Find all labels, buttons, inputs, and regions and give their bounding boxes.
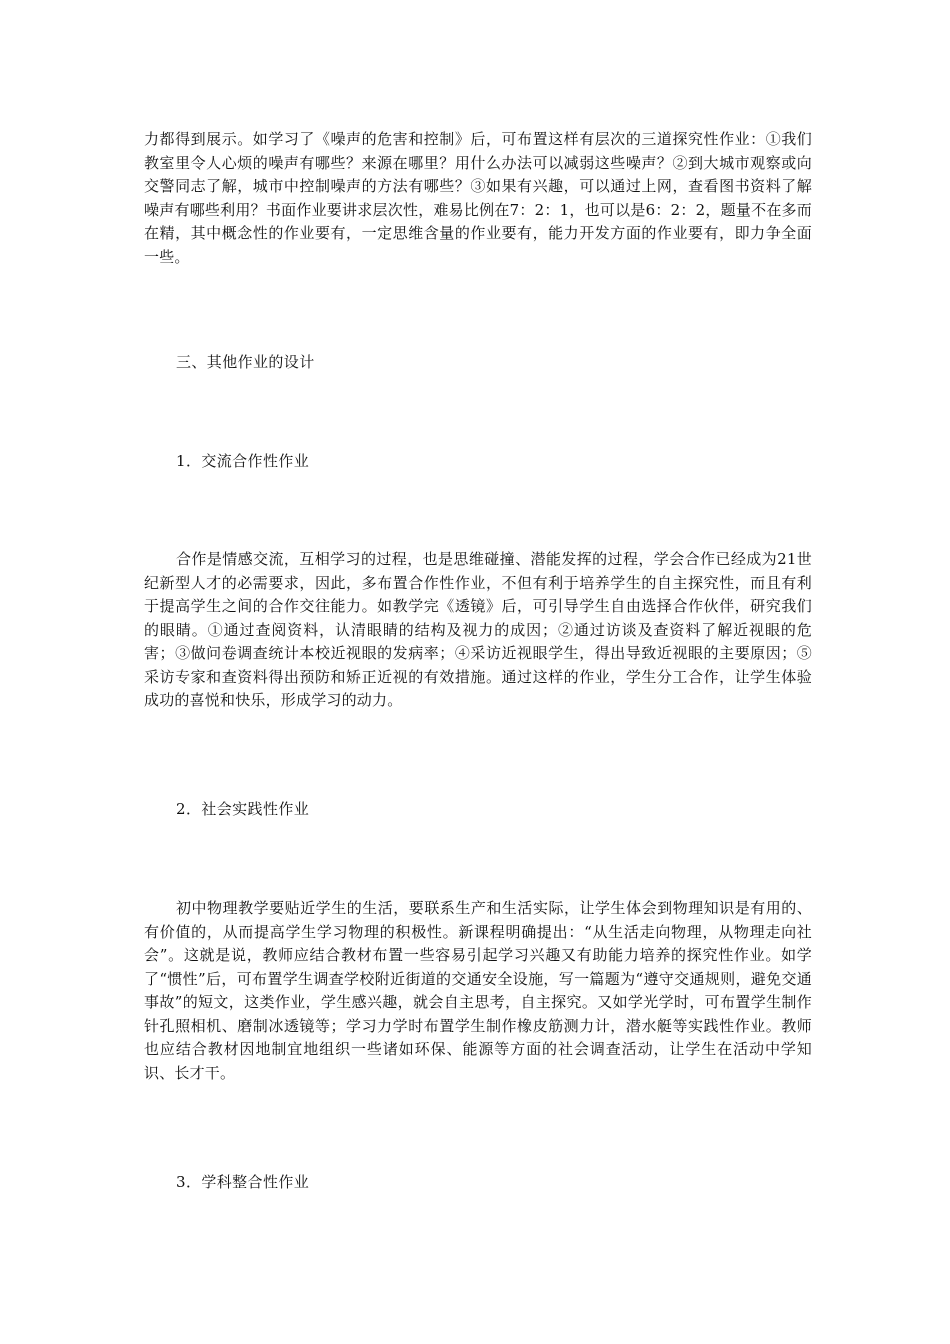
subheading-interdisciplinary-homework: 3．学科整合性作业 bbox=[176, 1173, 310, 1191]
social-practice-paragraph: 初中物理教学要贴近学生的生活，要联系生产和生活实际，让学生体会到物理知识是有用的、有价值的，从而提高学生学习物理的积极性。新课程明确提出：“从生活走向物理，从物理走向社会”。这就是说，教师应结合教材布置一些容易引起学习兴趣又有助能力培养的探究性作业。如学了“惯性”后，可布置学生调查学校附近街道的交通安全设施，写一篇题为“遵守交通规则，避免交通事故”的短文，这类作业，学生感兴趣，就会自主思考，自主探究。又如学光学时，可布置学生制作针孔照相机、磨制冰透镜等；学习力学时布置学生制作橡皮筋测力计，潜水艇等实践性作业。教师也应结合教材因地制宜地组织一些诸如环保、能源等方面的社会调查活动，让学生在活动中学知识、长才干。 bbox=[144, 899, 812, 1082]
cooperative-homework-paragraph: 合作是情感交流，互相学习的过程，也是思维碰撞、潜能发挥的过程，学会合作已经成为21世纪新型人才的必需要求，因此，多布置合作性作业，不但有利于培养学生的自主探究性，而且有利于提高学生之间的合作交往能力。如教学完《透镜》后，可引导学生自由选择合作伙伴，研究我们的眼睛。①通过查阅资料，认清眼睛的结构及视力的成因；②通过访谈及查资料了解近视眼的危害；③做问卷调查统计本校近视眼的发病率；④采访近视眼学生，得出导致近视眼的主要原因；⑤采访专家和查资料得出预防和矫正近视的有效措施。通过这样的作业，学生分工合作，让学生体验成功的喜悦和快乐，形成学习的动力。 bbox=[144, 550, 812, 709]
subheading-cooperative-homework: 1．交流合作性作业 bbox=[176, 452, 310, 470]
subheading-social-practice-homework: 2．社会实践性作业 bbox=[176, 800, 310, 818]
section-title-other-homework: 三、其他作业的设计 bbox=[176, 353, 315, 371]
intro-paragraph: 力都得到展示。如学习了《噪声的危害和控制》后，可布置这样有层次的三道探究性作业：①我们教室里令人心烦的噪声有哪些？来源在哪里？用什么办法可以减弱这些噪声？②到大城市观察或向交警同志了解，城市中控制噪声的方法有哪些？③如果有兴趣，可以通过上网，查看图书资料了解噪声有哪些利用？书面作业要讲求层次性，难易比例在7：2：1，也可以是6：2：2，题量不在多而在精，其中概念性的作业要有，一定思维含量的作业要有，能力开发方面的作业要有，即力争全面一些。 bbox=[144, 130, 812, 266]
